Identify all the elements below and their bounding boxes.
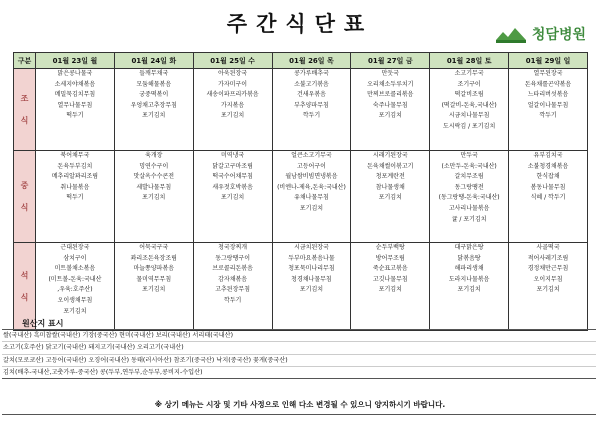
menu-item: 들깨무채국: [139, 70, 169, 77]
menu-item: 돈육두부김치: [57, 162, 93, 170]
day-header-mon: 01월 23일 월: [36, 53, 115, 69]
menu-item: 북어채무국: [60, 152, 90, 159]
menu-item: 만찌브로콜리볶음: [367, 91, 414, 99]
page-title: 주간식단표: [226, 12, 374, 36]
menu-item: 얼갈이나물무침: [527, 101, 569, 109]
menu-cell: [509, 69, 588, 151]
origin-section-title: 원산지 표시: [22, 319, 64, 328]
menu-item: 가자미구이: [218, 80, 248, 88]
day-header-fri: 01월 27일 금: [351, 53, 430, 69]
menu-cell: [509, 243, 588, 331]
menu-cell: [351, 69, 430, 151]
menu-item: 청포계란전: [375, 173, 405, 181]
meal-label-char: 식: [20, 202, 29, 212]
menu-cell: [193, 243, 272, 331]
lunch-label: [14, 151, 36, 243]
menu-item: 소세지야채볶음: [54, 80, 96, 88]
dinner-row: [14, 243, 588, 331]
menu-cell: [114, 69, 193, 151]
menu-cell: [430, 151, 509, 243]
day-header-tue: 01월 24일 화: [114, 53, 193, 69]
menu-item: 닭갈고구마조림: [212, 162, 253, 170]
menu-item: 대구맑은탕: [454, 244, 484, 251]
menu-item: 얼큰소고기무국: [291, 152, 332, 159]
menu-item: 열무나물무침: [57, 101, 93, 109]
menu-item: 메추리알꽈리조림: [51, 173, 99, 181]
menu-item: 시래기된장국: [372, 152, 408, 159]
menu-item: 사골떡국: [536, 244, 560, 251]
menu-item: 떡두기: [66, 194, 84, 202]
menu-item: 포기김치: [142, 286, 166, 294]
day-header-wed: 01월 25일 수: [193, 53, 272, 69]
menu-item: 삼치구이: [63, 254, 87, 262]
menu-item: 아욱된장국: [218, 70, 248, 77]
menu-item: 소불고기볶음: [294, 80, 329, 88]
menu-item: 포기김치: [299, 204, 324, 212]
meal-label-char: 중: [20, 180, 29, 190]
menu-item: 만두국: [460, 152, 478, 159]
menu-item: 육개장: [145, 152, 163, 159]
menu-item: 새송이파프리카볶음: [206, 91, 259, 99]
menu-item: 떡갈비조림: [454, 91, 484, 99]
day-header-thu: 01월 26일 목: [272, 53, 351, 69]
menu-item: 포기김치: [378, 194, 402, 202]
menu-item: 마늘쫑양파볶음: [133, 265, 175, 273]
menu-item: 고추된장무침: [215, 286, 250, 294]
menu-item: 포기김치: [221, 112, 245, 120]
menu-item: 콩가루배추국: [294, 70, 329, 77]
menu-item: 꽈리조돈육장조림: [130, 254, 177, 262]
breakfast-label: [14, 69, 36, 151]
menu-item: 건새우볶음: [296, 91, 326, 99]
meal-label-char: 식: [20, 115, 29, 125]
origin-row-seafood: 갈치(모로코산) 고등어(국내산) 오징어(국내산) 동태(러시아산) 참조기(중국산) 낙지(중국산) 꽃게(중국산): [2, 355, 596, 367]
menu-cell: [351, 151, 430, 243]
menu-item: 어묵국구국: [139, 244, 169, 251]
change-notice: ※ 상기 메뉴는 시장 및 기타 사정으로 인해 다소 변경될 수 있으니 양지하시기 바랍니다.: [154, 400, 446, 409]
menu-item: 맛살옥수수콘전: [133, 173, 175, 181]
menu-item: 궁중떡볶이: [139, 91, 169, 99]
lunch-row: [14, 151, 588, 243]
menu-item: 두부마요볶음나물: [288, 254, 335, 262]
hospital-name: 청담병원: [531, 27, 586, 43]
menu-item: 월남쌈비빔면냉볶음: [285, 173, 338, 181]
menu-item: 식혜 / 깍두기: [530, 194, 566, 202]
menu-item: (미트볼-돈육:국내산: [48, 275, 102, 283]
menu-item: 돈육채썰이볶고기: [367, 162, 414, 170]
menu-item: 도라지나물볶음: [448, 275, 490, 283]
menu-item: 고등어구이: [296, 162, 326, 170]
menu-item: 유부김치국: [533, 152, 563, 159]
menu-item: 포기김치: [457, 286, 481, 294]
menu-cell: [193, 151, 272, 243]
menu-item: (소만두-돈육:국내산): [441, 162, 497, 170]
menu-item: 모둠해물볶음: [136, 80, 172, 88]
menu-item: 시금치된장국: [294, 244, 329, 251]
day-header-row: [14, 53, 588, 69]
menu-item: 취나물볶음: [60, 183, 90, 191]
menu-item: 조기구이: [457, 80, 481, 88]
origin-list: [2, 329, 596, 379]
menu-item: 유채나물무침: [294, 194, 329, 202]
menu-cell: [272, 243, 351, 331]
menu-item: 포기김치: [63, 307, 87, 315]
menu-item: 소불청경채볶음: [527, 162, 569, 170]
bottom-divider: [2, 414, 596, 415]
menu-item: ,우육:호주산): [57, 286, 93, 294]
menu-item: 적어사레기조림: [527, 254, 569, 262]
menu-item: 방어무조림: [375, 254, 405, 262]
origin-row-kimchi-soy: 김치(배추-국내산,고춧가루-중국산) 콩(두부,연두부,순두부,콩비지-수입산): [3, 368, 203, 376]
menu-item: 포기김치: [378, 112, 402, 120]
menu-cell: [272, 69, 351, 151]
menu-item: 만둣국: [381, 70, 399, 77]
menu-item: 밍연수구이: [139, 162, 169, 170]
menu-item: 소고기무국: [454, 70, 484, 77]
menu-cell: [114, 243, 193, 331]
menu-cell: [36, 69, 115, 151]
menu-item: 부추양파무침: [294, 101, 329, 109]
menu-item: 해파리생채: [454, 265, 484, 273]
menu-item: 순두부백탕: [375, 244, 405, 251]
menu-item: 깍두기: [302, 112, 321, 120]
menu-item: 경정채만근무침: [527, 265, 569, 273]
menu-item: 맑은콩나물국: [57, 70, 93, 77]
menu-item: 감자채볶음: [218, 275, 248, 283]
menu-cell: [36, 151, 115, 243]
menu-item: 새우젓호박볶음: [212, 183, 253, 191]
day-header-sat: 01월 28일 토: [430, 53, 509, 69]
menu-item: 청경채나물무침: [291, 275, 332, 283]
menu-item: 느타리버섯볶음: [527, 91, 569, 99]
origin-row-meat: 소고기(호주산) 닭고기(국내산) 돼지고기(국내산) 오리고기(국내산): [2, 342, 596, 354]
menu-item: 포기김치: [142, 112, 166, 120]
menu-item: 동그랑땡구이: [215, 254, 250, 262]
corner-header: 구분: [14, 53, 36, 69]
menu-item: 깍두기: [223, 296, 242, 304]
menu-item: 메밀묵김치무침: [54, 91, 96, 99]
menu-item: 근대된장국: [60, 244, 90, 251]
menu-item: 봄동나물무침: [530, 183, 566, 191]
menu-item: 참나물생채: [375, 183, 405, 191]
hospital-brand: [494, 24, 586, 44]
menu-item: 가지볶음: [221, 101, 245, 109]
menu-item: 포기김치: [536, 286, 560, 294]
menu-item: 포기김치: [299, 286, 324, 294]
menu-item: 오이지무침: [533, 275, 563, 283]
menu-item: 포기김치: [142, 194, 166, 202]
menu-item: 청국장찌개: [218, 244, 248, 251]
menu-item: 고깃나물무침: [372, 275, 408, 283]
menu-cell: [509, 151, 588, 243]
day-header-sun: 01월 29일 일: [509, 53, 588, 69]
menu-item: 미트볼채소볶음: [54, 265, 96, 273]
menu-item: 닭볶음탕: [457, 254, 481, 262]
menu-item: 돈육채롤곤약볶음: [524, 80, 572, 88]
menu-cell: [430, 69, 509, 151]
menu-item: (떡갈비-돈육,국내산): [441, 101, 497, 109]
menu-item: 오이생채무침: [57, 296, 93, 304]
hospital-logo-icon: [494, 24, 528, 44]
menu-item: 떡국수어채무침: [212, 173, 253, 181]
menu-item: 청포묵미나리무침: [288, 265, 335, 273]
menu-item: 미역냉국: [221, 152, 245, 159]
weekly-menu-table: [13, 52, 588, 331]
menu-item: (동그랑땡-돈육:국내산): [438, 194, 500, 202]
menu-item: 귤 / 포기김치: [451, 215, 487, 223]
menu-cell: [114, 151, 193, 243]
menu-item: 시금치나물무침: [448, 112, 490, 120]
menu-cell: [193, 69, 272, 151]
menu-item: 갈치무조림: [454, 173, 484, 181]
menu-item: 숙주나물무침: [372, 101, 408, 109]
menu-item: 한식잡채: [536, 173, 560, 181]
meal-label-char: 석: [20, 270, 29, 280]
menu-item: 오리채소두루치기: [367, 80, 414, 88]
meal-label-char: 식: [20, 292, 29, 302]
meal-label-char: 조: [20, 93, 29, 103]
menu-item: 우엉채고추장무침: [130, 101, 177, 109]
menu-item: 죽순표고볶음: [372, 265, 408, 273]
menu-item: 포기김치: [378, 286, 402, 294]
menu-cell: [430, 243, 509, 331]
menu-item: 포기김치: [221, 194, 245, 202]
menu-item: 열무된장국: [533, 70, 563, 77]
origin-row-grains: 쌀(국내산) 흑미찹쌀(국내산) 기장(중국산) 현미(국내산) 보리(국내산) 서리태(국내산): [2, 330, 596, 342]
menu-item: 세발나물무침: [136, 183, 172, 191]
menu-item: 고사리나물볶음: [448, 204, 490, 212]
menu-cell: [351, 243, 430, 331]
menu-item: 물미역무무침: [136, 275, 172, 283]
breakfast-row: [14, 69, 588, 151]
menu-item: 깍두기: [539, 112, 557, 120]
menu-item: (비엔나-제육,돈육:국내산): [277, 183, 346, 191]
menu-item: 도시락김 / 포기김치: [443, 122, 496, 130]
menu-cell: [272, 151, 351, 243]
menu-item: 동그랑땡전: [454, 183, 484, 191]
menu-item: 브로콜리돈볶음: [212, 265, 253, 273]
menu-item: 떡두기: [66, 112, 84, 120]
